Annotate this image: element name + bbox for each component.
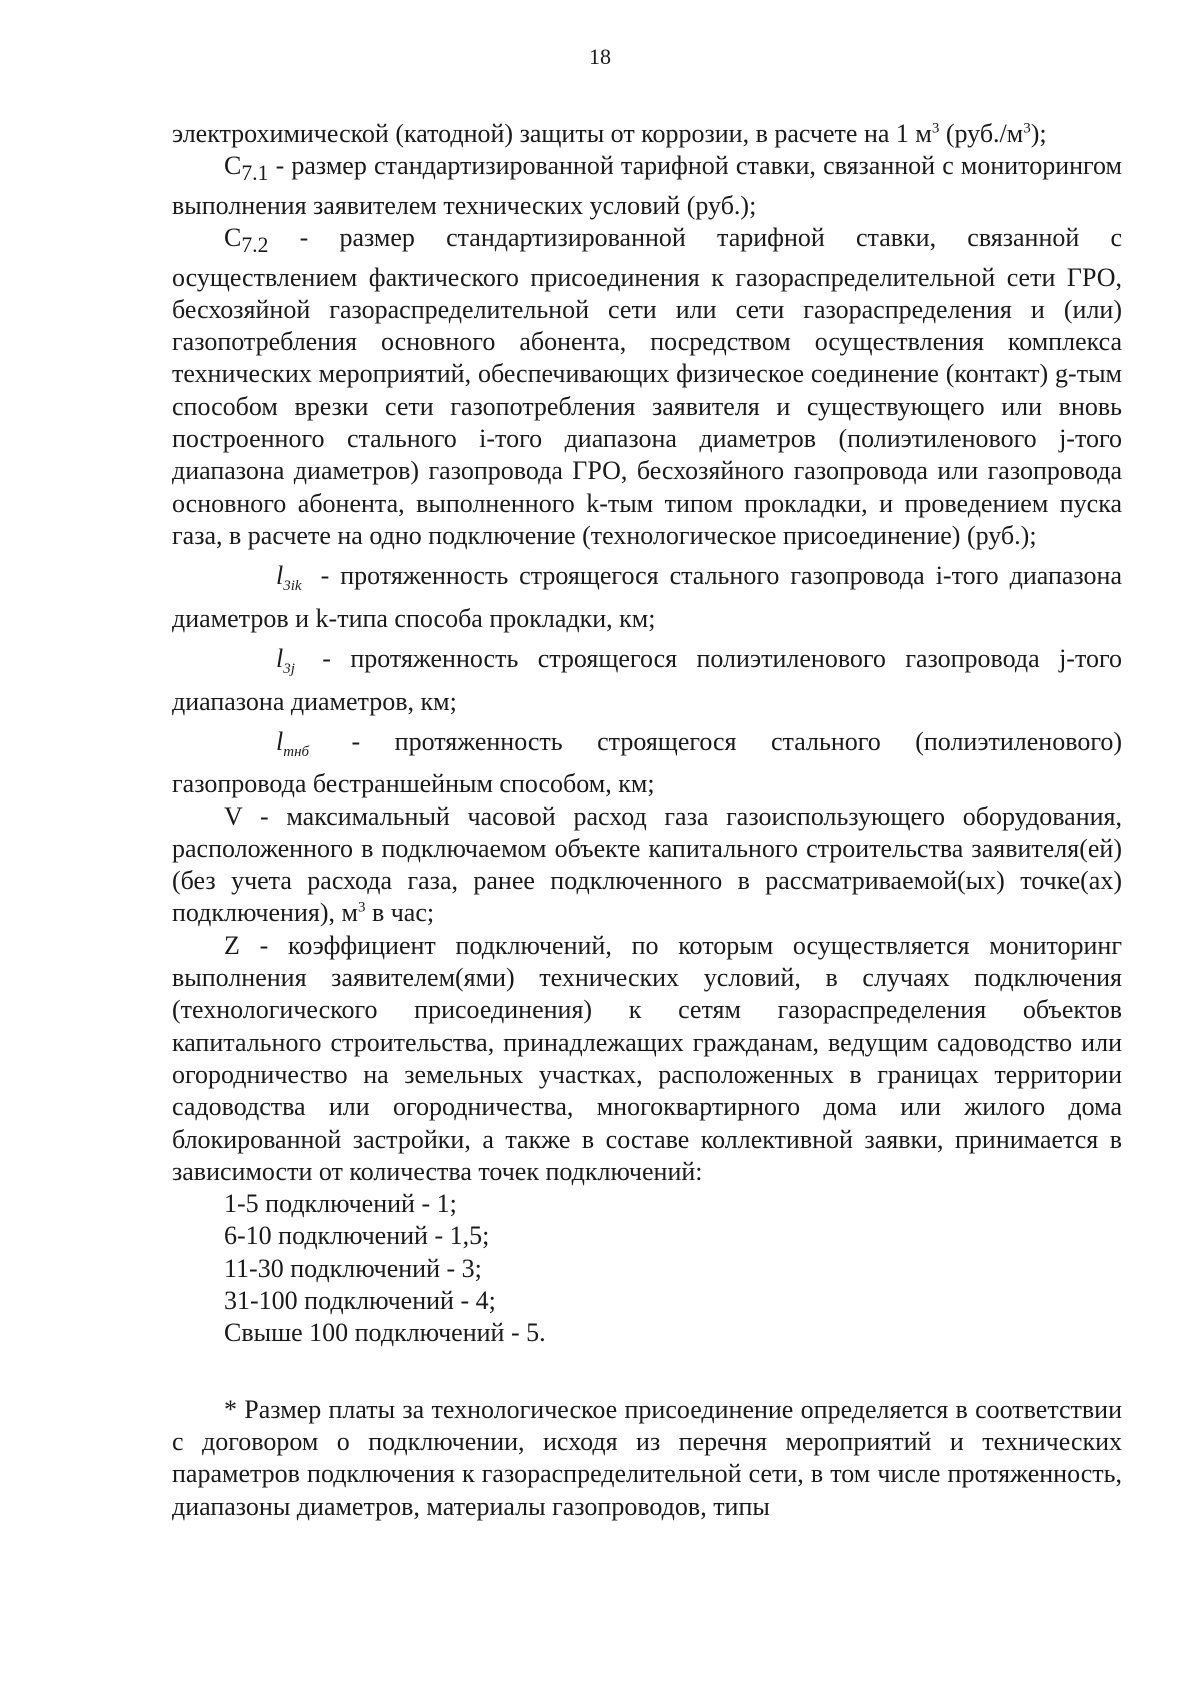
- definition-v-text-1: V - максимальный часовой расход газа газоиспользующего оборудования, расположенного в подключаемом объекте капитального строительства заявителя(ей) (без учета расхода газа, ранее подключенного в рассматриваемой(ых) точке(ах) подключения), м: [172, 801, 1122, 928]
- symbol-subscript: тнб: [283, 743, 310, 760]
- definition-l3ik-text: - протяженность строящегося стального газопровода i-того диапазона диаметров и k-типа способа прокладки, км;: [172, 561, 1122, 633]
- symbol-subscript: 3ik: [283, 578, 302, 595]
- definition-c71-text: - размер стандартизированной тарифной ставки, связанной с мониторингом выполнения заявителем технических условий (руб.);: [172, 151, 1122, 220]
- z-list-item: 11-30 подключений - 3;: [224, 1253, 482, 1283]
- z-list-item: 6-10 подключений - 1,5;: [224, 1221, 490, 1251]
- superscript-3: 3: [357, 899, 366, 916]
- definition-ltnb-text: - протяженность строящегося стального (полиэтиленового) газопровода бестраншейным способом, км;: [172, 726, 1122, 799]
- document-body: [172, 118, 1122, 1523]
- formula-symbol-ltnb: [224, 726, 309, 768]
- definition-l3j: [172, 643, 1122, 718]
- footnote: * Размер платы за технологическое присоединение определяется в соответствии с договором о подключении, исходя из перечня мероприятий и технических параметров подключения к газораспределительной сети, в том числе протяженность, диапазоны диаметров, материалы газопроводов, типы: [172, 1394, 1122, 1521]
- definition-c71: [172, 150, 1122, 222]
- intro-paragraph: [172, 118, 1122, 150]
- definition-v-text-2: в час;: [365, 898, 435, 928]
- symbol-letter: l: [276, 561, 284, 591]
- z-list-item: 31-100 подключений - 4;: [224, 1286, 496, 1316]
- definition-c72: [172, 222, 1122, 552]
- symbol-letter: l: [276, 644, 284, 674]
- definition-l3j-text: - протяженность строящегося полиэтиленового газопровода j-того диапазона диаметров, км;: [172, 644, 1122, 716]
- term-c72-label: С: [224, 223, 242, 253]
- term-c71-subscript: 7.1: [241, 161, 269, 186]
- term-c71-label: С: [224, 151, 242, 181]
- intro-text-2: (руб./м: [939, 119, 1024, 148]
- superscript-3: 3: [931, 120, 940, 137]
- z-list-item: Свыше 100 подключений - 5.: [224, 1318, 546, 1348]
- definition-z: Z - коэффициент подключений, по которым осуществляется мониторинг выполнения заявителем(ями) технических условий, в случаях подключения (технологического присоединения) к сетям газораспределения объектов капитального строительства, принадлежащих гражданам, ведущим садоводство или огородничество на земельных участках, расположенных в границах территории садоводства или огородничества, многоквартирного дома или жилого дома блокированной застройки, а также в составе коллективной заявки, принимается в зависимости от количества точек подключений:: [172, 930, 1122, 1186]
- formula-symbol-l3j: [224, 643, 295, 685]
- symbol-subscript: 3j: [283, 661, 295, 678]
- symbol-letter: l: [276, 726, 284, 756]
- term-c72-subscript: 7.2: [241, 233, 269, 258]
- definition-l3ik: [172, 560, 1122, 635]
- formula-symbol-l3ik: [224, 560, 302, 602]
- page-number: 18: [589, 44, 611, 69]
- z-list-item: 1-5 подключений - 1;: [224, 1189, 457, 1219]
- intro-text-3: );: [1030, 119, 1047, 148]
- intro-text-1: электрохимической (катодной) защиты от коррозии, в расчете на 1 м: [172, 119, 932, 148]
- superscript-3: 3: [1023, 120, 1031, 137]
- definition-v: [172, 801, 1122, 930]
- definition-c72-text: - размер стандартизированной тарифной ставки, связанной с осуществлением фактического присоединения к газораспределительной сети ГРО, бесхозяйной газораспределительной сети или сети газораспределения и (или) газопотребления основного абонента, посредством осуществления комплекса технических мероприятий, обеспечивающих физическое соединение (контакт) g-тым способом врезки сети газопотребления заявителя и существующего или вновь построенного стального i-того диапазона диаметров (полиэтиленового j-того диапазона диаметров) газопровода ГРО, бесхозяйного газопровода или газопровода основного абонента, выполненного k-тым типом прокладки, и проведением пуска газа, в расчете на одно подключение (технологическое присоединение) (руб.);: [172, 223, 1122, 550]
- definition-ltnb: [172, 726, 1122, 801]
